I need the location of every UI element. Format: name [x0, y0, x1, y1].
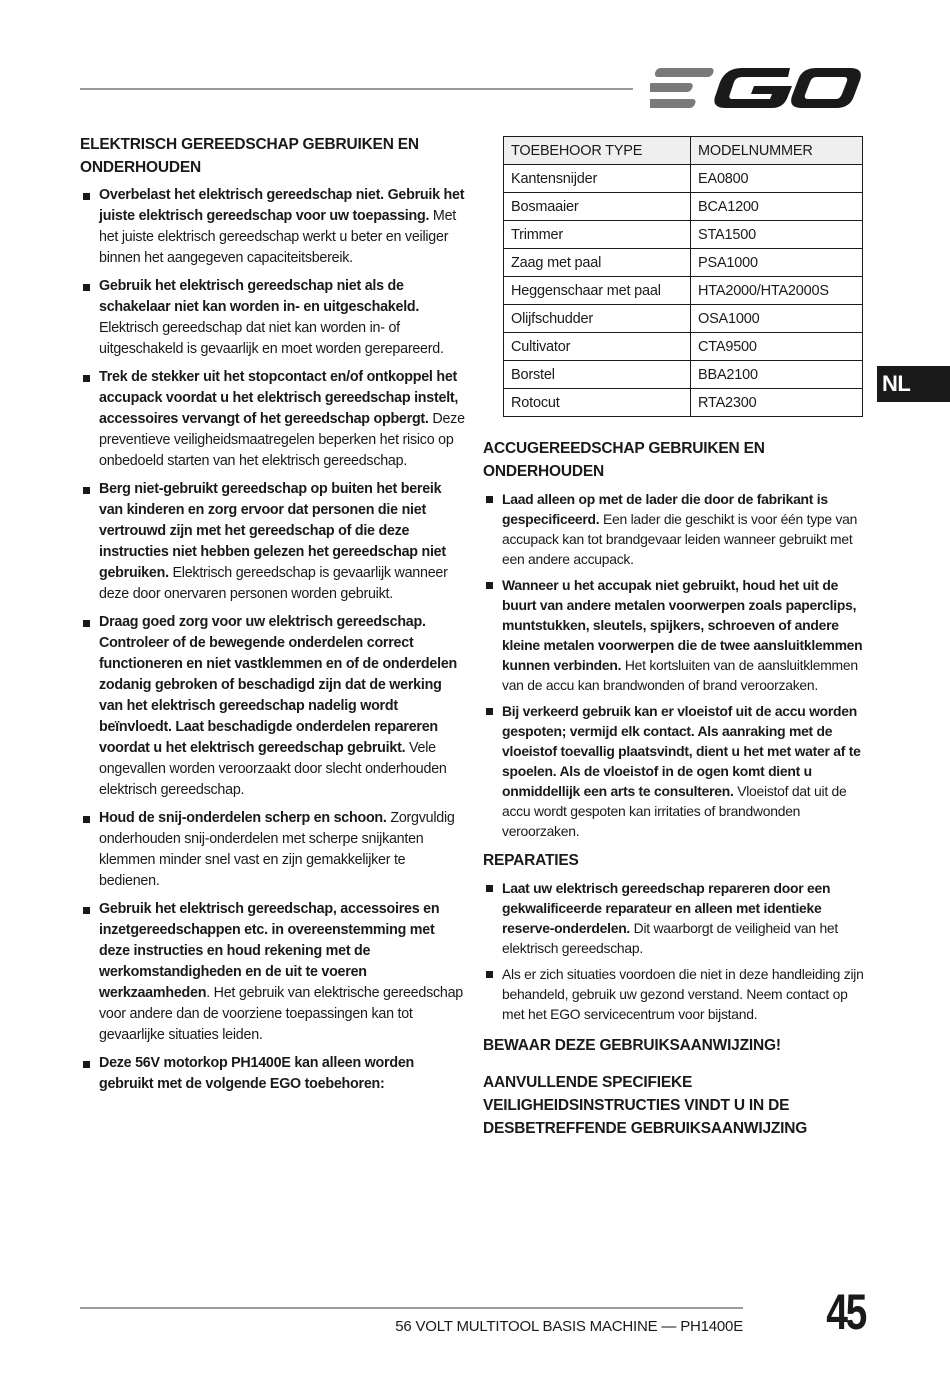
- bullet-text: Elektrisch gereedschap dat niet kan worden in- of uitgeschakeld is gevaarlijk en moet worden gerepareerd.: [99, 320, 444, 357]
- list-item: [483, 878, 868, 958]
- accessory-type-cell: Heggenschaar met paal: [504, 277, 691, 305]
- bullet-bold-text: Wanneer u het accupak niet gebruikt, houd het uit de buurt van andere metalen voorwerpen zoals paperclips, muntstukken, sleutels, spijkers, schroeven of andere kleine metalen voorwerpen die de twee aansluitklemmen kunnen verbinden.: [502, 577, 863, 673]
- model-number-cell: STA1500: [691, 221, 863, 249]
- language-tab: NL: [877, 366, 950, 402]
- right-column: [483, 136, 868, 1146]
- list-item: [483, 489, 868, 569]
- save-instructions-title: BEWAAR DEZE GEBRUIKSAANWIJZING!: [483, 1037, 781, 1054]
- battery-list: [483, 489, 868, 841]
- tool-use-list: [80, 185, 465, 1095]
- bullet-bold-text: Draag goed zorg voor uw elektrisch gereedschap. Controleer of de bewegende onderdelen correct functioneren en niet vastklemmen en of de onderdelen zodanig gebroken of beschadigd zijn dat de werking van het elektrisch gereedschap nadelig wordt beïnvloedt. Laat beschadigde onderdelen repareren voordat u het elektrisch gereedschap gebruikt.: [99, 614, 458, 756]
- ego-logo: [650, 64, 862, 112]
- table-header-type: TOEBEHOOR TYPE: [504, 137, 691, 165]
- bullet-text: Dit waarborgt de veiligheid van het elektrisch gereedschap.: [502, 920, 839, 956]
- bullet-bold-text: Deze 56V motorkop PH1400E kan alleen worden gebruikt met de volgende EGO toebehoren:: [99, 1055, 415, 1092]
- table-row: [504, 333, 863, 361]
- footer-rule: [80, 1307, 743, 1309]
- table-header-model: MODELNUMMER: [691, 137, 863, 165]
- bullet-text: Als er zich situaties voordoen die niet in deze handleiding zijn behandeld, gebruik uw gezond verstand. Neem contact op met het EGO servicecentrum voor bijstand.: [502, 966, 864, 1022]
- table-row: [504, 389, 863, 417]
- accessory-table: [503, 136, 863, 417]
- bullet-text: Een lader die geschikt is voor één type van accupack kan tot brandgevaar leiden wanneer gebruikt met een andere accupack.: [502, 511, 858, 567]
- bullet-text: Met het juiste elektrisch gereedschap werkt u beter en veiliger binnen het aangegeven capaciteitsbereik.: [99, 208, 457, 266]
- section-title-battery: ACCUGEREEDSCHAP GEBRUIKEN EN ONDERHOUDEN: [483, 440, 765, 480]
- bullet-bold-text: Trek de stekker uit het stopcontact en/of ontkoppel het accupack voordat u het elektrisch gereedschap instelt, accessoires vervangt of het gereedschap opbergt.: [99, 369, 459, 427]
- accessory-type-cell: Bosmaaier: [504, 193, 691, 221]
- bullet-bold-text: Laat uw elektrisch gereedschap repareren door een gekwalificeerde reparateur en alleen met identieke reserve-onderdelen.: [502, 880, 831, 936]
- bullet-text: Vloeistof dat uit de accu wordt gespoten kan irritaties of brandwonden veroorzaken.: [502, 783, 847, 839]
- bullet-bold-text: Gebruik het elektrisch gereedschap niet als de schakelaar niet kan worden in- en uitgeschakeld.: [99, 278, 420, 315]
- list-item: [80, 185, 465, 269]
- table-row: [504, 249, 863, 277]
- list-item: [483, 575, 868, 695]
- bullet-bold-text: Houd de snij-onderdelen scherp en schoon.: [99, 810, 387, 826]
- repair-list: [483, 878, 868, 1024]
- model-number-cell: BCA1200: [691, 193, 863, 221]
- table-header-row: [504, 137, 863, 165]
- bullet-text: Vele ongevallen worden veroorzaakt door slecht onderhouden elektrisch gereedschap.: [99, 740, 447, 798]
- model-number-cell: OSA1000: [691, 305, 863, 333]
- header-rule: [80, 88, 633, 90]
- bullet-text: Deze preventieve veiligheidsmaatregelen beperken het risico op onbedoeld starten van het elektrisch gereedschap.: [99, 411, 465, 469]
- list-item: [80, 612, 465, 801]
- list-item: [80, 899, 465, 1046]
- table-row: [504, 165, 863, 193]
- bullet-bold-text: Overbelast het elektrisch gereedschap niet. Gebruik het juiste elektrisch gereedschap voor uw toepassing.: [99, 187, 465, 224]
- extra-instructions-title: AANVULLENDE SPECIFIEKE VEILIGHEIDSINSTRUCTIES VINDT U IN DE DESBETREFFENDE GEBRUIKSAANWIJZING: [483, 1074, 808, 1137]
- page-number: 45: [826, 1284, 865, 1340]
- table-row: [504, 361, 863, 389]
- accessory-type-cell: Trimmer: [504, 221, 691, 249]
- list-item: [483, 701, 868, 841]
- bullet-bold-text: Berg niet-gebruikt gereedschap op buiten het bereik van kinderen en zorg ervoor dat personen die niet vertrouwd zijn met het gereedschap of die deze instructies niet hebben gelezen het gereedschap niet gebruiken.: [99, 481, 446, 581]
- list-item: [80, 1053, 465, 1095]
- list-item: [483, 964, 868, 1024]
- model-number-cell: PSA1000: [691, 249, 863, 277]
- model-number-cell: HTA2000/HTA2000S: [691, 277, 863, 305]
- accessory-table-body: [504, 165, 863, 417]
- bullet-text: Zorgvuldig onderhouden snij-onderdelen met scherpe snijkanten klemmen minder snel vast en zijn gemakkelijker te bedienen.: [99, 810, 455, 889]
- bullet-text: Elektrisch gereedschap is gevaarlijk wanneer deze door onervaren personen worden gebruikt.: [99, 565, 448, 602]
- accessory-type-cell: Kantensnijder: [504, 165, 691, 193]
- model-number-cell: BBA2100: [691, 361, 863, 389]
- model-number-cell: RTA2300: [691, 389, 863, 417]
- list-item: [80, 479, 465, 605]
- model-number-cell: CTA9500: [691, 333, 863, 361]
- bullet-text: Het kortsluiten van de aansluitklemmen van de accu kan brandwonden of brand veroorzaken.: [502, 657, 858, 693]
- accessory-type-cell: Rotocut: [504, 389, 691, 417]
- accessory-type-cell: Olijfschudder: [504, 305, 691, 333]
- footer-title: 56 VOLT MULTITOOL BASIS MACHINE — PH1400E: [395, 1318, 743, 1335]
- list-item: [80, 367, 465, 472]
- bullet-bold-text: Gebruik het elektrisch gereedschap, accessoires en inzetgereedschappen etc. in overeenstemming met deze instructies en houd rekening met de werkomstandigheden en de uit te voeren werkzaamheden: [99, 901, 440, 1001]
- list-item: [80, 276, 465, 360]
- section-title-repairs: REPARATIES: [483, 852, 579, 869]
- table-row: [504, 277, 863, 305]
- table-row: [504, 221, 863, 249]
- accessory-type-cell: Zaag met paal: [504, 249, 691, 277]
- model-number-cell: EA0800: [691, 165, 863, 193]
- table-row: [504, 305, 863, 333]
- left-column: [80, 133, 465, 1103]
- list-item: [80, 808, 465, 892]
- section-title-tool-use: ELEKTRISCH GEREEDSCHAP GEBRUIKEN EN ONDERHOUDEN: [80, 136, 419, 176]
- bullet-text: . Het gebruik van elektrische gereedschap voor andere dan de voorziene toepassingen kan tot gevaarlijke situaties leiden.: [99, 985, 463, 1043]
- table-row: [504, 193, 863, 221]
- accessory-type-cell: Borstel: [504, 361, 691, 389]
- accessory-type-cell: Cultivator: [504, 333, 691, 361]
- bullet-bold-text: Laad alleen op met de lader die door de fabrikant is gespecificeerd.: [502, 491, 828, 527]
- bullet-bold-text: Bij verkeerd gebruik kan er vloeistof uit de accu worden gespoten; vermijd elk contact. Als aanraking met de vloeistof toevallig plaatsvindt, dient u het met water af te spoelen. Als de vloeistof in de ogen komt dient u onmiddellijk een arts te consulteren.: [502, 703, 861, 799]
